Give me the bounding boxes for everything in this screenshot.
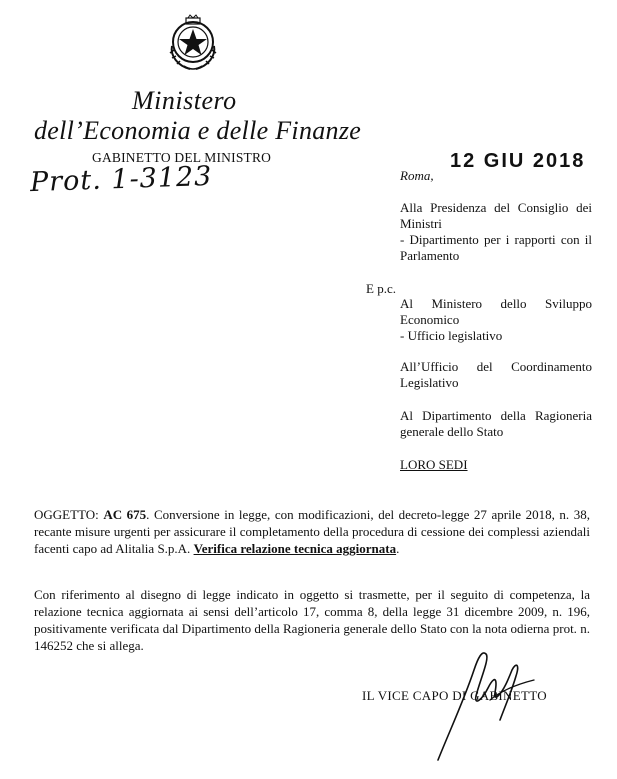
subject-paragraph xyxy=(34,506,590,557)
recipient-line: - Ufficio legislativo xyxy=(400,328,503,343)
recipient-presidenza xyxy=(400,200,592,264)
recipient-line: Al Dipartimento della Ragioneria generale dello Stato xyxy=(400,408,592,439)
date-stamp: 12 GIU 2018 xyxy=(450,150,586,172)
recipient-line: - Dipartimento per i rapporti con il Parlamento xyxy=(400,232,592,263)
recipient-mise xyxy=(400,296,592,344)
signature-title: IL VICE CAPO DI GABINETTO xyxy=(362,688,547,703)
subject-text: . Conversione in legge, con modificazioni, del decreto-legge 27 aprile 2018, n. 38, recante misure urgenti per assicurare il completamento della procedura di cessione dei complessi aziendali facenti capo ad Alitalia S.p.A. xyxy=(34,507,590,556)
recipient-line: Alla Presidenza del Consiglio dei Ministri xyxy=(400,200,592,231)
place: Roma, xyxy=(400,168,434,183)
subject-end: . xyxy=(396,541,400,556)
recipient-ragioneria xyxy=(400,408,592,440)
subject-label: OGGETTO: xyxy=(34,507,104,522)
subject-verification: Verifica relazione tecnica aggiornata xyxy=(193,541,397,556)
subject-code: AC 675 xyxy=(103,507,147,522)
handwritten-signature xyxy=(430,640,540,765)
recipient-line: All’Ufficio del Coordinamento Legislativo xyxy=(400,359,592,390)
republic-emblem-icon xyxy=(162,12,224,74)
loro-sedi: LORO SEDI xyxy=(400,457,468,472)
cabinet-label: GABINETTO DEL MINISTRO xyxy=(92,150,272,165)
recipient-coordinamento xyxy=(400,359,592,391)
cc-label: E p.c. xyxy=(366,281,396,296)
body-paragraph: Con riferimento al disegno di legge indicato in oggetto si trasmette, per il seguito di competenza, la relazione tecnica aggiornata ai sensi dell’articolo 17, comma 8, della legge 31 dicembre 2009, n. 196, positivamente verificata dal Dipartimento della Ragioneria generale dello Stato con la nota odierna prot. n. 146252 che si allega. xyxy=(34,587,590,653)
recipient-line: Al Ministero dello Sviluppo Economico xyxy=(400,296,592,327)
protocol-number-handwritten: Prot. 1-3123 xyxy=(29,160,213,199)
ministry-name-line1: Ministero xyxy=(132,86,237,115)
ministry-name-line2: dell’Economia e delle Finanze xyxy=(34,116,362,145)
